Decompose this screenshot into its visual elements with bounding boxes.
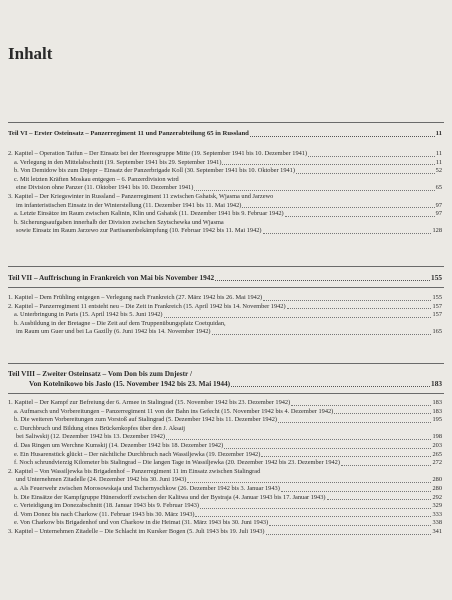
leader-dots [285,216,435,217]
leader-dots [296,173,435,174]
toc-entry-title: a. Aufmarsch und Vorbereitungen – Panzerregiment 11 von der Bahn ins Gefecht (15. November 1942 bis 4. Dezember 1942) [14,407,334,415]
toc-entry-continuation: und Unternehmen Zitadelle (24. Dezember 1942 bis 30. Juni 1943) [16,476,187,484]
toc-entry-page: 157 [432,311,442,319]
toc-entry-continuation: im infanteristischen Einsatz in der Winterstellung (11. Dezember 1941 bis 11. Mai 1942) [16,201,242,209]
toc-entry[interactable] [8,167,442,176]
toc-entry-continuation: sowie Einsatz im Raum Jarzewo zur Partisanenbekämpfung (10. Februar 1942 bis 11. Mai 1942) [16,227,262,235]
toc-entry-title: f. Noch schrundvierzig Kilometer bis Stalingrad – Die langen Tage in Wassiljewka (20. Dezember 1942 bis 23. Dezember 1942) [14,459,340,467]
leader-dots [166,439,431,440]
leader-dots [187,482,431,483]
toc-entry-page: 292 [432,493,442,501]
toc-entry-page: 198 [432,433,442,441]
toc-entry-title: 1. Kapitel – Der Kampf zur Befreiung der 6. Armee in Stalingrad (15. November 1942 bis 23. Dezember 1942) [8,399,291,406]
toc-entry[interactable] [8,451,442,460]
toc-section-heading[interactable] [29,379,442,389]
toc-entry[interactable] [8,433,442,442]
toc-entry[interactable] [8,519,442,528]
leader-dots [308,156,435,157]
leader-dots [212,334,432,335]
page-title: Inhalt [8,44,53,63]
toc-entry-page: 195 [432,416,442,424]
section-heading-page: 183 [431,379,442,388]
toc-entry[interactable] [8,408,442,417]
section-heading-page: 155 [431,273,442,282]
leader-dots [287,308,432,309]
section-heading-label-continued: Von Kotelnikowo bis Jaslo (15. November 1942 bis 23. Mai 1944) [29,379,231,388]
leader-dots [195,516,431,517]
toc-entry-page: 265 [432,450,442,458]
leader-dots [200,508,431,509]
section-heading-label: Teil VI – Erster Osteinsatz – Panzerregiment 11 und Panzerabteilung 65 in Russland [8,130,249,137]
section-divider [8,122,444,123]
toc-entry[interactable] [8,476,442,485]
toc-entry[interactable] [8,210,442,219]
toc-entry-title: 2. Kapitel – Operation Taifun – Der Einsatz bei der Heeresgruppe Mitte (19. September 1941 bis 10. Dezember 1941) [8,150,308,157]
toc-entry-page: 97 [435,210,442,218]
toc-entry[interactable] [8,442,442,451]
leader-dots [224,448,431,449]
toc-entry[interactable] [8,227,442,236]
toc-entry-title: e. Von Charkow bis Brigadenhof und von Charkow in die Heimat (31. März 1943 bis 30. Juni 1943) [14,519,269,527]
leader-dots [278,422,431,423]
section-heading-label: Teil VII – Auffrischung in Frankreich von Mai bis November 1942 [8,273,215,282]
toc-entry-title[interactable]: b. Sicherungsaufgaben innerhalb der Division zwischen Szytschewka und Wjasma [14,218,224,226]
toc-entry-title: e. Ein Husarenstück glückt – Der nächtliche Durchbruch nach Wassiljewka (19. Dezember 1942) [14,450,261,458]
toc-entry-page: 272 [432,459,442,467]
section-heading-label[interactable]: Teil VIII – Zweiter Osteinsatz – Vom Don bis zum Dnjestr / [8,369,192,378]
toc-entry-title: a. Verlegung in den Mittelabschnitt (19. September 1941 bis 29. September 1941) [14,158,222,166]
toc-entry[interactable] [8,202,442,211]
toc-entry-page: 65 [435,184,442,192]
leader-dots [327,499,432,500]
toc-entry[interactable] [8,328,442,337]
toc-entry-page: 338 [432,519,442,527]
leader-dots [291,405,431,406]
leader-dots [261,456,431,457]
leader-dots [341,465,432,466]
toc-entry-title: c. Verteidigung im Donezabschnitt (18. Januar 1943 bis 9. Februar 1943) [14,502,200,510]
toc-section-heading[interactable] [8,273,442,283]
leader-dots [281,491,432,492]
toc-entry-title: b. Die weiteren Vorbereitungen zum Vorstoß auf Stalingrad (5. Dezember 1942 bis 11. Dezember 1942) [14,416,278,424]
leader-dots [263,300,431,301]
toc-entry-title[interactable]: 3. Kapitel – Der Kriegswinter in Russland – Panzerregiment 11 zwischen Gshatsk, Wjasma und Jarzewo [8,192,274,200]
toc-entry-page: 203 [432,441,442,449]
leader-dots [164,317,432,318]
toc-entry-page: 329 [432,502,442,510]
toc-entry-title: b. Von Demidow bis zum Dnjepr – Einsatz der Panzerbrigade Koll (30. September 1941 bis 10. Oktober 1941) [14,167,295,175]
toc-entry-title: d. Vom Donez bis nach Charkow (11. Februar 1943 bis 30. März 1943) [14,510,195,518]
section-divider [8,287,444,288]
section-divider [8,266,444,267]
toc-entry-page: 52 [435,167,442,175]
toc-entry-page: 155 [432,294,442,301]
toc-entry[interactable] [8,528,442,537]
toc-entry-page: 97 [435,201,442,209]
leader-dots [269,525,431,526]
toc-entry-title: 3. Kapitel – Unternehmen Zitadelle – Die Schlacht im Kursker Bogen (5. Juli 1943 bis 19. Juli 1943) [8,527,265,535]
leader-dots [250,136,435,137]
toc-entry[interactable] [8,184,442,193]
toc-entry-continuation: im Raum um Guer und bei La Gazilly (6. Juni 1942 bis 14. November 1942) [16,328,211,336]
toc-entry-continuation: eine Division ohne Panzer (11. Oktober 1941 bis 10. Dezember 1941) [16,184,194,192]
section-heading-page: 11 [435,130,442,137]
toc-entry-title: a. Unterbringung in Paris (15. April 1942 bis 5. Juni 1942) [14,311,163,319]
toc-entry[interactable] [8,399,442,408]
toc-entry[interactable] [8,159,442,168]
toc-section-heading[interactable] [8,129,442,139]
toc-entry-page: 333 [432,510,442,518]
leader-dots [231,386,430,387]
toc-entry-page: 183 [432,399,442,406]
toc-entry[interactable] [8,303,442,312]
toc-entry-page: 280 [432,476,442,484]
toc-entry-page: 183 [432,407,442,415]
toc-entry-page: 128 [432,227,442,235]
toc-entry-page: 341 [432,527,442,535]
toc-entry-title[interactable]: c. Mit letzten Kräften Moskau entgegen – 6. Panzerdivision wird [14,175,179,183]
leader-dots [266,534,432,535]
leader-dots [334,413,431,414]
leader-dots [194,190,434,191]
toc-entry-page: 165 [432,328,442,336]
toc-entry[interactable] [8,150,442,159]
toc-entry-title[interactable]: b. Ausbildung in der Bretagne – Die Zeit auf dem Truppenübungsplatz Coetquidan, [14,319,226,327]
leader-dots [242,207,434,208]
toc-entry-title: a. Letzte Einsätze im Raum zwischen Kalinin, Klin und Gshatsk (11. Dezember 1941 bis 9. Februar 1942) [14,210,284,218]
toc-entry-page: 157 [432,302,442,310]
toc-entry[interactable] [8,311,442,320]
toc-entry-page: 11 [435,150,442,157]
leader-dots [215,280,430,281]
toc-entry[interactable] [8,485,442,494]
toc-entry[interactable] [8,511,442,520]
toc-entry-title: 2. Kapitel – Panzerregiment 11 entsteht neu – Die Zeit in Frankreich (15. April 1942 bis 14. November 1942) [8,302,286,310]
toc-entry-title: d. Das Ringen um Werchne Kumskij (14. Dezember 1942 bis 18. Dezember 1942) [14,441,224,449]
toc-entry-page: 280 [432,484,442,492]
toc-entry[interactable] [8,459,442,468]
toc-entry[interactable] [8,294,442,303]
toc-entry-title: 1. Kapitel – Dem Frühling entgegen – Verlegung nach Frankreich (27. März 1942 bis 26. Mai 1942) [8,294,263,301]
leader-dots [263,233,432,234]
toc-entry-continuation: bei Saliwskij (12. Dezember 1942 bis 13. Dezember 1942) [16,433,166,441]
leader-dots [222,164,434,165]
toc-entry[interactable] [8,416,442,425]
toc-entry-title[interactable]: c. Durchbruch und Bildung eines Brückenkopfes über den J. Aksaij [14,424,186,432]
toc-entry[interactable] [8,502,442,511]
toc-entry-title[interactable]: 2. Kapitel – Von Wassiljewka bis Brigadenhof – Panzerregiment 11 im Einsatz zwischen Stalingrad [8,467,261,475]
toc-entry-title: a. Als Feuerwehr zwischen Morosowskaja und Tschernyschkow (26. Dezember 1942 bis 3. Januar 1943) [14,484,280,492]
toc-entry-page: 11 [435,158,442,166]
toc-entry[interactable] [8,494,442,503]
section-divider [8,393,444,394]
section-divider [8,363,444,364]
toc-entry-title: b. Die Einsätze der Kampfgruppe Hünersdorff zwischen der Kalitwa und der Bystraja (4. Januar 1943 bis 17. Januar 1943) [14,493,326,501]
